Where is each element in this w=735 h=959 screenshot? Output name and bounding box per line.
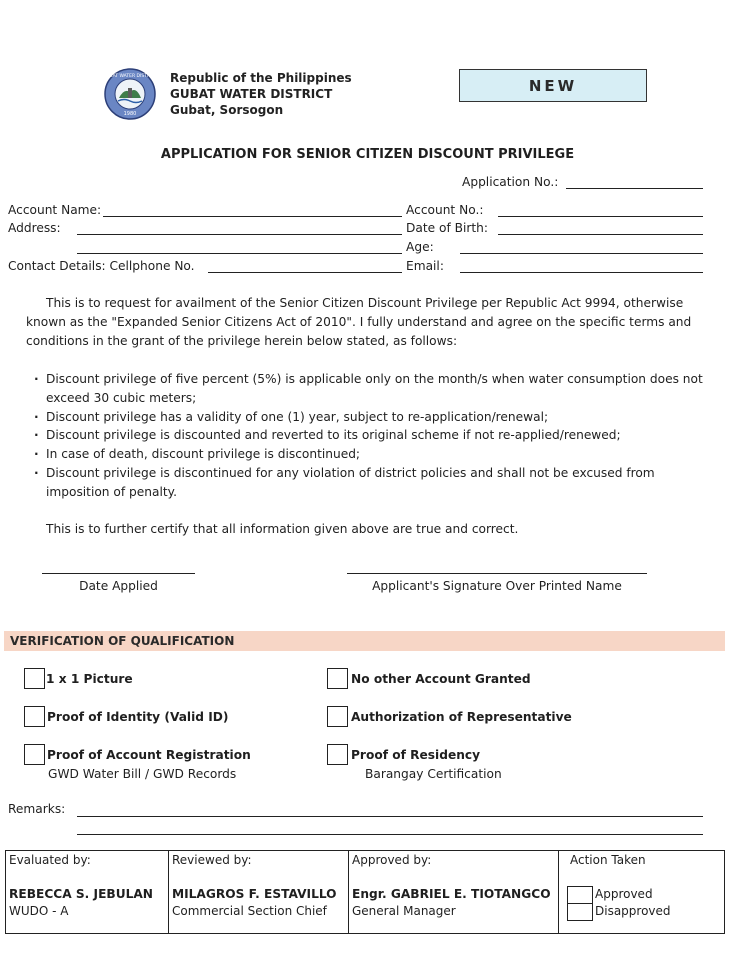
contact-label: Contact Details: Cellphone No. — [8, 259, 195, 273]
label-authorization: Authorization of Representative — [351, 710, 572, 724]
reviewer-name: MILAGROS F. ESTAVILLO — [172, 887, 337, 901]
action-taken-label: Action Taken — [570, 853, 646, 867]
disapproved-option-label: Disapproved — [595, 904, 671, 918]
term-item: · Discount privilege is discontinued for any violation of district policies and shall not be excused from imposition of penalty. — [34, 464, 714, 502]
address-label: Address: — [8, 221, 61, 235]
agency-header — [170, 70, 352, 118]
certify-statement: This is to further certify that all information given above are true and correct. — [46, 522, 519, 536]
term-item: · Discount privilege is discounted and reverted to its original scheme if not re-applied/renewed; — [34, 426, 714, 445]
terms-list — [34, 370, 714, 502]
svg-text:1980: 1980 — [123, 111, 137, 117]
gwd-logo — [104, 68, 156, 120]
checkbox-proof-account[interactable] — [24, 744, 45, 765]
header-district: GUBAT WATER DISTRICT — [170, 87, 333, 101]
approver-name: Engr. GABRIEL E. TIOTANGCO — [352, 887, 551, 901]
signatories-table — [5, 850, 725, 934]
checkbox-proof-residency[interactable] — [327, 744, 348, 765]
date-applied-label: Date Applied — [79, 579, 158, 593]
checkbox-approved[interactable] — [567, 886, 593, 904]
label-proof-residency: Proof of Residency — [351, 748, 481, 762]
verification-title: VERIFICATION OF QUALIFICATION — [10, 634, 235, 648]
account-name-field[interactable] — [103, 216, 402, 217]
application-no-field[interactable] — [566, 188, 703, 189]
label-proof-account: Proof of Account Registration — [47, 748, 251, 762]
evaluator-position: WUDO - A — [9, 904, 69, 918]
application-no-label: Application No.: — [462, 175, 559, 189]
account-name-label: Account Name: — [8, 203, 102, 217]
header-republic: Republic of the Philippines — [170, 71, 352, 85]
evaluated-by-label: Evaluated by: — [9, 853, 91, 867]
checkbox-authorization[interactable] — [327, 706, 348, 727]
email-label: Email: — [406, 259, 444, 273]
address-field-line1[interactable] — [77, 234, 402, 235]
reviewed-by-label: Reviewed by: — [172, 853, 252, 867]
status-badge: NEW — [459, 69, 647, 102]
label-no-other-account: No other Account Granted — [351, 672, 531, 686]
address-field-line2[interactable] — [77, 253, 402, 254]
applicant-signature-field[interactable] — [347, 573, 647, 574]
checkbox-no-other-account[interactable] — [327, 668, 348, 689]
label-proof-identity: Proof of Identity (Valid ID) — [47, 710, 229, 724]
column-divider — [348, 851, 349, 933]
reviewer-position: Commercial Section Chief — [172, 904, 327, 918]
checkbox-disapproved[interactable] — [567, 903, 593, 921]
intro-paragraph: This is to request for availment of the Senior Citizen Discount Privilege per Republic Act 9994, otherwise known as the "Expanded Senior Citizens Act of 2010". I fully understand and agree on the specific terms and conditions in the grant of the privilege herein below stated, as follows: — [26, 296, 692, 348]
column-divider — [558, 851, 559, 933]
label-picture: 1 x 1 Picture — [46, 672, 133, 686]
age-label: Age: — [406, 240, 434, 254]
age-field[interactable] — [460, 253, 703, 254]
sub-proof-residency: Barangay Certification — [365, 767, 502, 781]
form-title: APPLICATION FOR SENIOR CITIZEN DISCOUNT PRIVILEGE — [160, 147, 575, 162]
term-item: · In case of death, discount privilege is discontinued; — [34, 445, 714, 464]
cellphone-field[interactable] — [208, 272, 402, 273]
email-field[interactable] — [460, 272, 703, 273]
approved-option-label: Approved — [595, 887, 653, 901]
evaluator-name: REBECCA S. JEBULAN — [9, 887, 153, 901]
applicant-signature-label: Applicant's Signature Over Printed Name — [372, 579, 622, 593]
approver-position: General Manager — [352, 904, 456, 918]
verification-header — [4, 631, 725, 651]
term-item: · Discount privilege has a validity of one (1) year, subject to re-application/renewal; — [34, 408, 714, 427]
checkbox-picture[interactable] — [24, 668, 45, 689]
svg-text:GUBAT WATER DISTRICT: GUBAT WATER DISTRICT — [104, 74, 156, 79]
dob-label: Date of Birth: — [406, 221, 488, 235]
sub-proof-account: GWD Water Bill / GWD Records — [48, 767, 237, 781]
approved-by-label: Approved by: — [352, 853, 432, 867]
remarks-field-line1[interactable] — [77, 816, 703, 817]
remarks-label: Remarks: — [8, 802, 66, 816]
date-applied-field[interactable] — [42, 573, 195, 574]
account-no-field[interactable] — [498, 216, 703, 217]
term-item: · Discount privilege of five percent (5%) is applicable only on the month/s when water consumption does not exceed 30 cubic meters; — [34, 370, 714, 408]
checkbox-proof-identity[interactable] — [24, 706, 45, 727]
header-location: Gubat, Sorsogon — [170, 103, 284, 117]
dob-field[interactable] — [498, 234, 703, 235]
account-no-label: Account No.: — [406, 203, 484, 217]
remarks-field-line2[interactable] — [77, 834, 703, 835]
column-divider — [168, 851, 169, 933]
